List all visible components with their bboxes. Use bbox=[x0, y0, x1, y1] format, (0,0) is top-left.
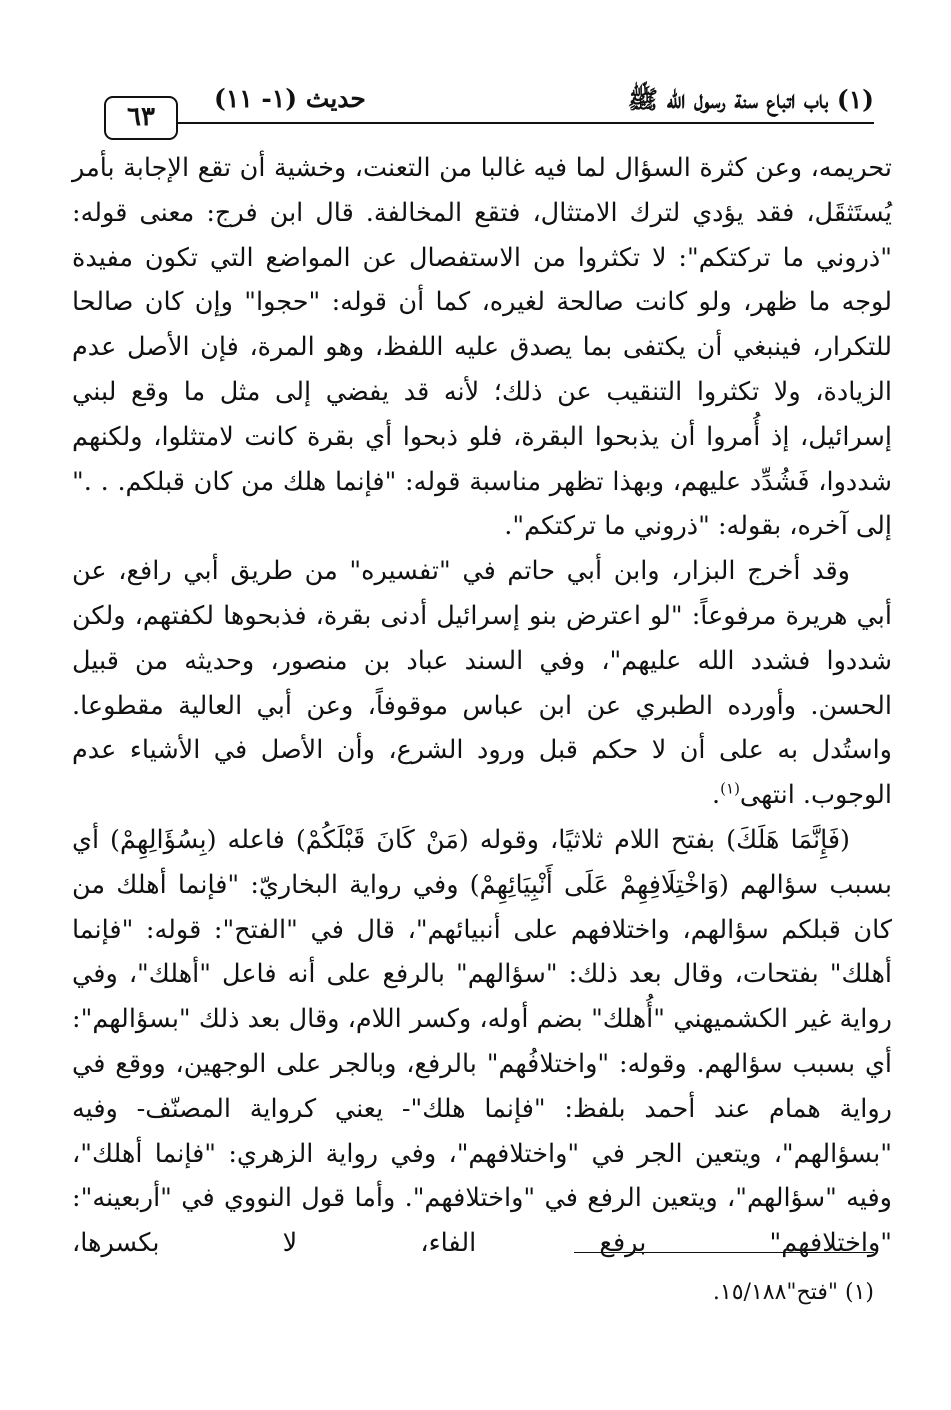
paragraph-2-text: وقد أخرج البزار، وابن أبي حاتم في "تفسيره" من طريق أبي رافع، عن أبي هريرة مرفوعاً: "لو اعترض بنو إسرائيل أدنى بقرة، فذبحوها لكفتهم، ولكن شددوا فشدد الله عليهم"، وفي السند عباد بن منصور، وحديثه من قبيل الحسن. وأورده الطبري عن ابن عباس موقوفاً، وعن أبي العالية مقطوعا. واستُدل به على أن لا حكم قبل ورود الشرع، وأن الأصل في الأشياء عدم الوجوب. انتهى bbox=[72, 556, 892, 811]
closing-mark: . bbox=[712, 780, 721, 811]
main-text bbox=[72, 146, 892, 1266]
hadith-range: حديث (١- ١١) bbox=[214, 84, 366, 113]
chapter-title: (١) باب اتباع سنة رسول الله ﷺ bbox=[627, 85, 874, 114]
footnote-reference: (١) bbox=[720, 779, 740, 798]
footnote-divider bbox=[574, 1252, 874, 1253]
page-header bbox=[104, 78, 874, 126]
paragraph-1: تحريمه، وعن كثرة السؤال لما فيه غالبا من التعنت، وخشية أن تقع الإجابة بأمر يُستَثقَل، فقد يؤدي لترك الامتثال، فتقع المخالفة. قال ابن فرج: معنى قوله: "ذروني ما تركتكم": لا تكثروا من الاستفصال عن المواضع التي تكون مفيدة لوجه ما ظهر، ولو كانت صالحة لغيره، كما أن قوله: "حجوا" وإن كان صالحا للتكرار، فينبغي أن يكتفى بما يصدق عليه اللفظ، وهو المرة، فإن الأصل عدم الزيادة، ولا تكثروا التنقيب عن ذلك؛ لأنه قد يفضي إلى مثل ما وقع لبني إسرائيل، إذ أُمروا أن يذبحوا البقرة، فلو ذبحوا أي بقرة كانت لامتثلوا، ولكنهم شددوا، فَشُدِّد عليهم، وبهذا تظهر مناسبة قوله: "فإنما هلك من كان قبلكم. . ." إلى آخره، بقوله: "ذروني ما تركتكم". bbox=[72, 153, 892, 542]
footnote-1: (١) "فتح"١٥/١٨٨. bbox=[712, 1280, 874, 1305]
paragraph-2 bbox=[72, 549, 892, 818]
header-divider bbox=[104, 122, 874, 124]
page-number: ٦٣ bbox=[104, 96, 178, 140]
paragraph-3: (فَإِنَّمَا هَلَكَ) بفتح اللام ثلاثيًا، وقوله (مَنْ كَانَ قَبْلَكُمْ) فاعله (بِسُؤَالِهِمْ) أي بسبب سؤالهم (وَاخْتِلَافِهِمْ عَلَى أَنْبِيَائِهِمْ) وفي رواية البخاريّ: "فإنما أهلك من كان قبلكم سؤالهم، واختلافهم على أنبيائهم"، قال في "الفتح": قوله: "فإنما أهلك" بفتحات، وقال بعد ذلك: "سؤالهم" بالرفع على أنه فاعل "أهلك"، وفي رواية غير الكشميهني "أُهلك" بضم أوله، وكسر اللام، وقال بعد ذلك "بسؤالهم": أي بسبب سؤالهم. وقوله: "واختلافُهم" بالرفع، وبالجر على الوجهين، ووقع في رواية همام عند أحمد بلفظ: "فإنما هلك"- يعني كرواية المصنّف- وفيه "بسؤالهم"، ويتعين الجر في "واختلافهم"، وفي رواية الزهري: "فإنما أهلك"، وفيه "سؤالهم"، ويتعين الرفع في "واختلافهم". وأما قول النووي في "أربعينه": "واختلافهم" برفع الفاء، لا بكسرها، bbox=[72, 824, 892, 1259]
